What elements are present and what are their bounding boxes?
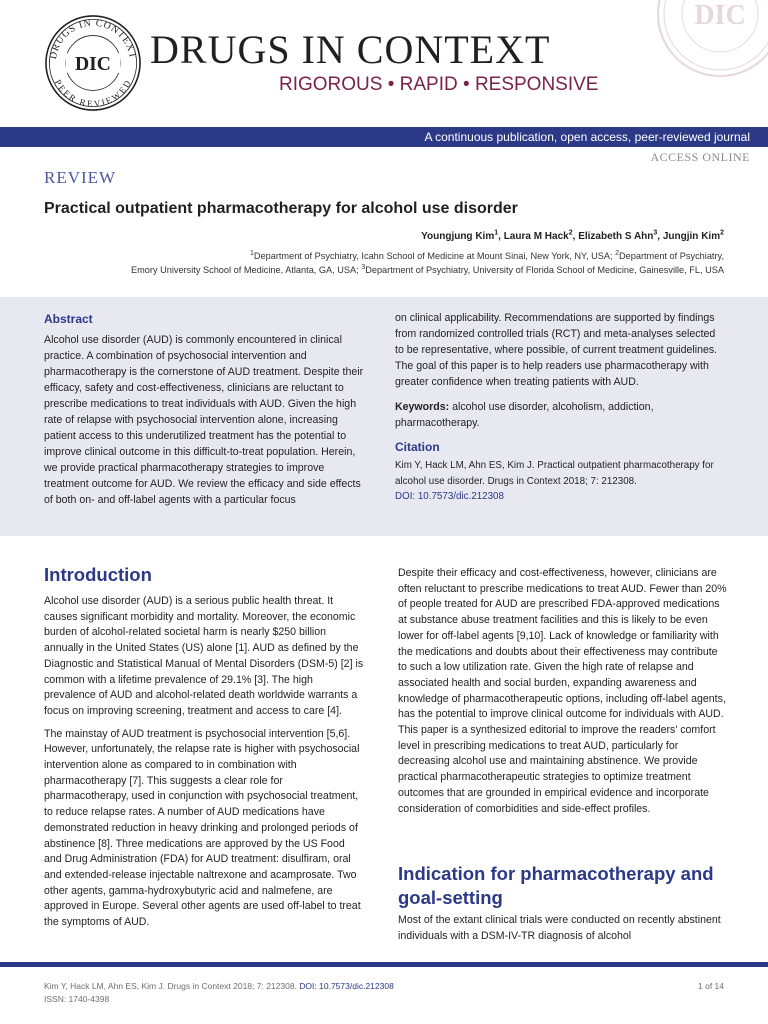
citation-doi-link[interactable]: DOI: 10.7573/dic.212308 — [395, 491, 504, 502]
affiliations: $^1$Department of Psychiatry, Icahn School of Medicine at Mount Sinai, New York, NY, USA; $^2$Department of Psychiatry, Emory University School of Medicine, Atlanta, GA, USA; $^3$Department of Psychiatry, University of Florida School of Medicine, Gainesville, FL, USA — [131, 249, 724, 275]
abstract-heading: Abstract — [44, 312, 93, 326]
author-name: Laura M Hack — [503, 231, 569, 242]
intro-paragraph-1: Alcohol use disorder (AUD) is a serious public health threat. It causes significant morbidity and mortality. Moreover, the economic burden of alcohol-related societal harm is nearly $250 billion annually in the United States (US) alone [1]. AUD as defined by the Diagnostic and Statistical Manual of Mental Disorders (DSM-5) [2] is common with a lifetime prevalence of 29.1% [3]. The high prevalence of AUD and alcohol-related death worldwide warrants a focus on improving screening, treatment and access to care [4]. — [44, 595, 364, 717]
footer-bar — [0, 962, 768, 967]
author-list: Youngjung Kim$^1$, Laura M Hack$^2$, Elizabeth S Ahn$^3$, Jungjin Kim$^2$ — [421, 229, 724, 242]
abstract-text-left: Alcohol use disorder (AUD) is commonly encountered in clinical practice. A combination of psychosocial intervention and pharmacotherapy is the cornerstone of AUD treatment. Despite their efficacy, safety and cost-effectiveness, clinicians are reluctant to prescribe medications to treat individuals with AUD. Given the high rate of relapse with psychosocial intervention alone, increasing patient access to this underutilized treatment has the potential to improve clinical outcome in this difficult-to-treat population. Herein, we provide practical pharmacotherapy strategies to improve treatment outcome for AUD. We review the efficacy and side effects of both on- and off-label agents with a particular focus — [44, 334, 364, 506]
body-left-column — [44, 594, 364, 931]
svg-text:DIC: DIC — [694, 0, 746, 31]
abstract-text-right: on clinical applicability. Recommendations are supported by findings from randomized controlled trials (RCT) and meta-analyses selected to be representative, where possible, of current treatment guidelines. The goal of this paper is to help readers use pharmacotherapy with greater confidence when treating patients with AUD. — [395, 312, 718, 388]
footer-doi-link[interactable]: DOI: 10.7573/dic.212308 — [299, 981, 394, 991]
citation-text: Kim Y, Hack LM, Ahn ES, Kim J. Practical outpatient pharmacotherapy for alcohol use disorder. Drugs in Context 2018; 7: 212308. — [395, 460, 714, 487]
article-title: Practical outpatient pharmacotherapy for alcohol use disorder — [44, 200, 518, 217]
article-section-label: REVIEW — [44, 168, 117, 187]
indication-heading: Indication for pharmacotherapy and goal-setting — [398, 863, 714, 908]
header-bar-text: A continuous publication, open access, peer-reviewed journal — [424, 130, 750, 144]
footer-citation: Kim Y, Hack LM, Ahn ES, Kim J. Drugs in Context 2018; 7: 212308. DOI: 10.7573/dic.212308 — [44, 981, 394, 991]
indication-paragraph-1: Most of the extant clinical trials were conducted on recently abstinent individuals with a DSM-IV-TR diagnosis of alcohol — [398, 914, 721, 942]
abstract-right-column — [395, 310, 725, 505]
page-number: 1 of 14 — [698, 981, 724, 991]
author-name: Elizabeth S Ahn — [578, 231, 654, 242]
introduction-heading: Introduction — [44, 564, 152, 585]
author-name: Youngjung Kim — [421, 231, 495, 242]
corner-watermark-seal — [650, 0, 768, 86]
footer-issn: ISSN: 1740-4398 — [44, 994, 110, 1004]
intro-paragraph-3: Despite their efficacy and cost-effectiveness, however, clinicians are often reluctant to prescribe medications to treat AUD. Fewer than 20% of people treated for AUD are prescribed FDA-approved medications at substance abuse treatment facilities and this is likely to be even lower for off-label agents [9,10]. Lack of knowledge or familiarity with the medications and doubts about their effectiveness may contribute to such a low utilization rate. Given the high rate of relapse and associated health and social burden, expanding awareness and knowledge of pharmacotherapeutic options, including off-label agents, has the potential to improve clinical outcome for individuals with AUD. This paper is a synthesized editorial to improve the readers’ comfort level in prescribing medications to treat AUD, particularly for decreasing alcohol use and maintaining abstinence. We provide practical pharmacotherapeutic strategies to optimize treatment outcomes that are grounded in empirical evidence and incorporate consideration of comorbidities and side-effect profiles. — [398, 567, 727, 815]
journal-name: DRUGS IN CONTEXT — [150, 27, 551, 72]
author-name: Jungjin Kim — [662, 231, 721, 242]
journal-tagline: RIGOROUS • RAPID • RESPONSIVE — [279, 74, 599, 95]
logo-center-text: DIC — [75, 53, 111, 75]
intro-paragraph-2: The mainstay of AUD treatment is psychosocial intervention [5,6]. However, unfortunately, the relapse rate is higher with psychosocial intervention alone as compared to in combination with pharmacotherapy [7]. This suggests a clear role for pharmacotherapy, used in conjunction with psychosocial treatment, to reduce relapse rates. A number of AUD medications have demonstrated reduction in heavy drinking and prolonged periods of abstinence [8]. Three medications are approved by the US Food and Drug Administration (FDA) for AUD treatment: disulfiram, oral and extended-release injectable naltrexone and acamprosate. Two other agents, gamma-hydroxybutyric acid and nalmefene, are approved in Europe. Several other agents are used off-label to treat the symptoms of AUD. — [44, 727, 361, 929]
logo-ring-bottom-text: PEER REVIEWED — [52, 77, 134, 109]
keywords: Keywords: alcohol use disorder, alcoholism, addiction, pharmacotherapy. — [395, 401, 654, 429]
logo-ring-top-text: DRUGS IN CONTEXT — [47, 17, 139, 61]
access-online-label: ACCESS ONLINE — [650, 150, 750, 164]
citation-heading: Citation — [395, 440, 440, 454]
journal-logo-seal — [44, 14, 142, 112]
svg-text:PEER REVIEWED — [53, 78, 133, 109]
